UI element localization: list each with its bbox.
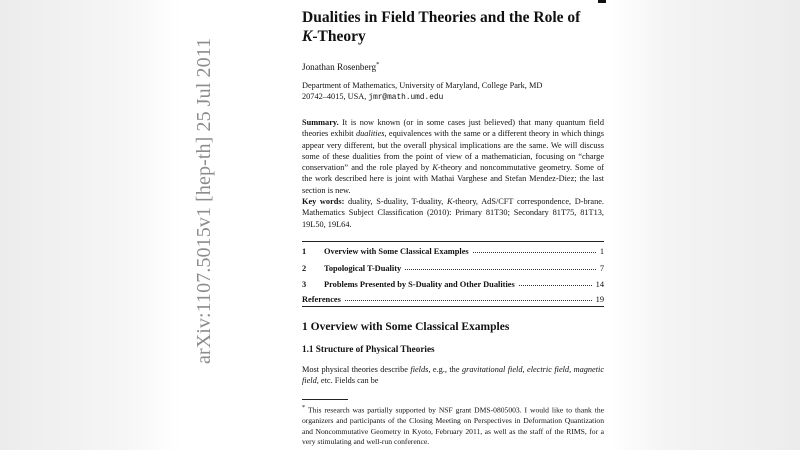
body-comma-2: , (569, 365, 572, 374)
summary-label: Summary. (302, 118, 339, 127)
keywords-k-symbol: K (446, 197, 453, 206)
toc-entry-title: References (302, 295, 341, 304)
title-line-2: -Theory (312, 28, 366, 45)
toc-entry-page: 1 (599, 247, 604, 256)
affiliation-line-2: 20742–4015, USA, (302, 92, 367, 101)
left-margin-background (0, 0, 180, 450)
toc-entry-page: 19 (595, 295, 604, 304)
summary-text-2: , equivalences with the same or a different theory in which things appear very different, but the overall physical implications are the same. We will discuss some of these dualities from the point of view of a mathematician, focusing on “charge conservation” and the role played by (302, 129, 604, 173)
keywords-text-2: -theory, AdS/CFT correspondence, D-brane. Mathematics Subject Classification (2010): Primary 81T30; Secondary 81T75, 81T13, 19L50, 19L64. (302, 197, 604, 229)
footnote (302, 403, 604, 448)
keywords-text-1: duality, S-duality, T-duality, (348, 197, 444, 206)
author (302, 61, 379, 72)
title-k-symbol: K (302, 28, 313, 45)
toc-entry-1[interactable] (302, 242, 604, 256)
body-paragraph (302, 364, 604, 387)
body-electric-term: electric field (527, 365, 570, 374)
toc-entry-number: 2 (302, 264, 307, 273)
toc-entry-page: 7 (599, 264, 604, 273)
author-footnote-mark: * (376, 61, 380, 68)
toc-entry-title: Problems Presented by S-Duality and Other Dualities (324, 280, 515, 289)
footnote-text: This research was partially supported by NSF grant DMS-0805003. I would like to thank the organizers and participants of the Closing Meeting on Perspectives in Deformation Quantization and Noncommutative Geometry in Kyoto, February 2011, as well as the staff of the RIMS, for a very stimulating and well-run conference. (302, 405, 605, 447)
section-heading: 1 Overview with Some Classical Examples (302, 321, 510, 333)
footnote-rule (302, 399, 348, 400)
toc-leader-dots (519, 285, 592, 286)
body-text-3: , etc. Fields can be (316, 376, 379, 386)
toc-entry-page: 14 (595, 280, 604, 289)
affiliation-line-1: Department of Mathematics, University of Maryland, College Park, MD (302, 81, 543, 90)
toc-entry-references[interactable] (302, 290, 604, 304)
author-email: jmr@math.umd.edu (368, 94, 444, 102)
toc-entry-3[interactable] (302, 275, 604, 289)
body-comma-1: , (522, 365, 525, 374)
page-edge-mark (598, 0, 606, 3)
title-line-1: Dualities in Field Theories and the Role of (302, 9, 581, 26)
summary-dualities-term: dualities (355, 129, 385, 139)
toc-entry-number: 3 (302, 280, 307, 289)
footnote-mark: * (302, 404, 306, 411)
keywords-label: Key words: (302, 197, 345, 206)
body-magnetic-term: magnetic field (302, 365, 605, 386)
author-name: Jonathan Rosenberg (302, 62, 377, 73)
summary-k-symbol: K (432, 163, 438, 173)
keywords-paragraph (302, 196, 604, 230)
toc-leader-dots (473, 252, 596, 253)
subsection-heading: 1.1 Structure of Physical Theories (302, 344, 435, 354)
arxiv-margin-identifier: arXiv:1107.5015v1 [hep-th] 25 Jul 2011 (193, 37, 215, 364)
summary-text-1: It is now known (or in some cases just believed) that many quantum field theories exhibit (302, 118, 604, 139)
toc-leader-dots (345, 300, 592, 301)
affiliation (302, 80, 604, 104)
summary-text-3: -theory and noncommutative geometry. Some of the work described here is joint with Mathai Varghese and Stefan Mendez-Diez; the last section is new. (302, 163, 605, 195)
summary-paragraph (302, 117, 604, 196)
toc-leader-dots (405, 269, 596, 270)
toc-entry-number: 1 (302, 247, 307, 256)
toc-bottom-rule (302, 306, 604, 307)
body-fields-term: fields (410, 365, 429, 374)
body-text-1: Most physical theories describe (302, 365, 408, 374)
paper-title (302, 8, 604, 46)
body-gravitational-term: gravitational field (461, 365, 523, 374)
toc-entry-2[interactable] (302, 259, 604, 273)
toc-entry-title: Overview with Some Classical Examples (324, 247, 469, 256)
body-text-2: , e.g., the (428, 365, 460, 374)
toc-entry-title: Topological T-Duality (324, 264, 402, 273)
right-margin-background (610, 0, 800, 450)
